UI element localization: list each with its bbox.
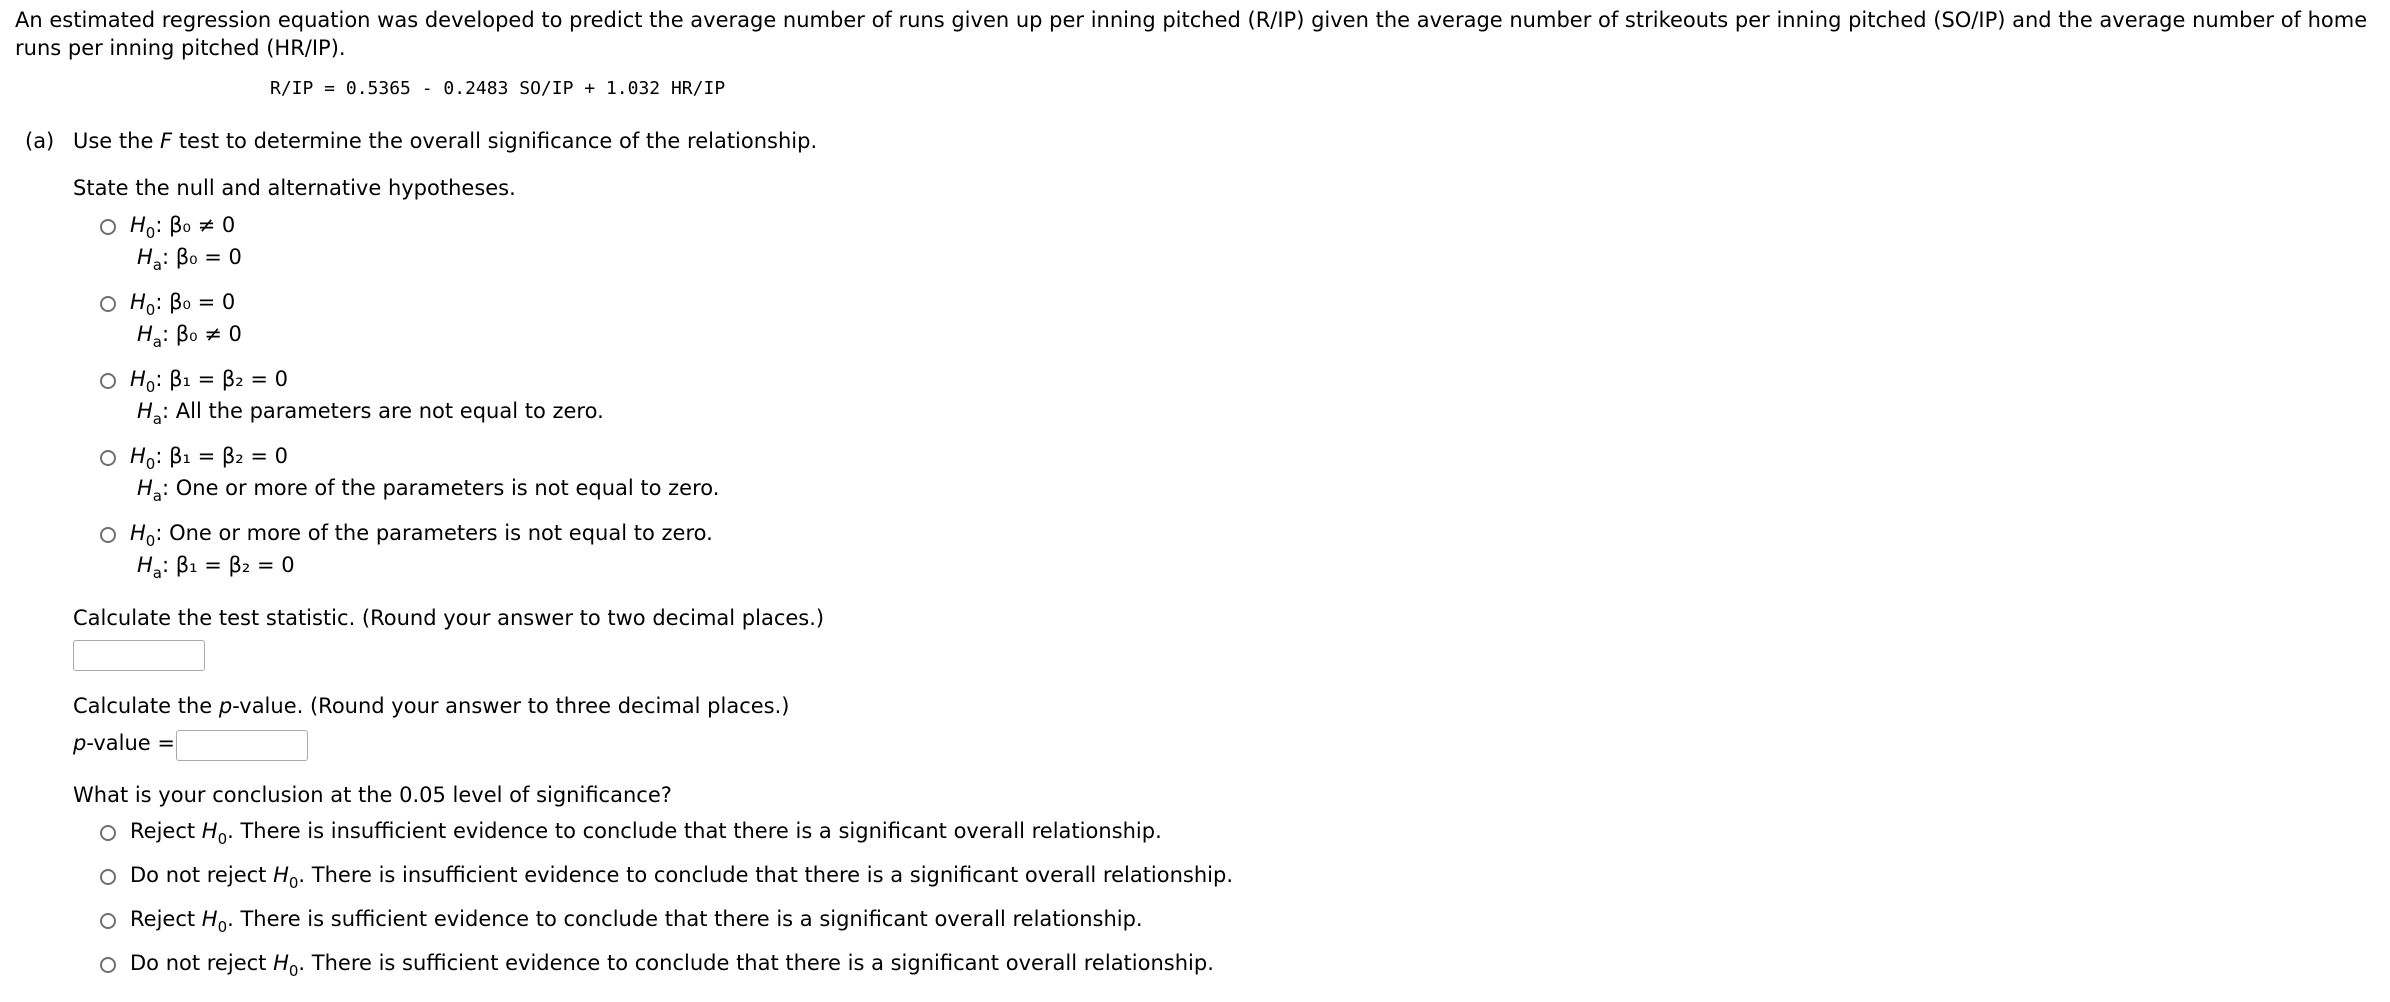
test-stat-prompt: Calculate the test statistic. (Round your answer to two decimal places.): [73, 606, 825, 630]
hypothesis-radio-1[interactable]: [100, 219, 116, 235]
conclusion-prompt: What is your conclusion at the 0.05 level of significance?: [73, 783, 672, 807]
part-a-text-2: test to determine the overall significance of the relationship.: [172, 129, 818, 153]
option-3-h0: $H_0$: β₁ = β₂ = 0: [130, 367, 288, 396]
intro-paragraph: An estimated regression equation was developed to predict the average number of runs given up per inning pitched (R/IP) given the average number of strikeouts per inning pitched (SO/IP) and the average number of home runs per inning pitched (HR/IP).: [15, 8, 2368, 60]
hypotheses-prompt: State the null and alternative hypotheses.: [73, 176, 516, 200]
regression-equation: R/IP = 0.5365 - 0.2483 SO/IP + 1.032 HR/IP: [270, 78, 726, 99]
test-stat-input[interactable]: [73, 640, 205, 671]
conclusion-radio-4[interactable]: [100, 957, 116, 973]
conclusion-radio-3[interactable]: [100, 913, 116, 929]
option-4-ha: $H_a$: One or more of the parameters is not equal to zero.: [137, 476, 720, 505]
conclusion-text-2: Do not reject $H_0$. There is insufficient evidence to conclude that there is a significant overall relationship.: [130, 863, 1234, 892]
part-a-f: F: [160, 129, 173, 153]
pvalue-prompt: Calculate the p-value. (Round your answer to three decimal places.): [73, 694, 790, 718]
pvalue-label: p-value =: [73, 731, 175, 755]
conclusion-radio-2[interactable]: [100, 869, 116, 885]
option-2-ha: $H_a$: β₀ ≠ 0: [137, 322, 242, 351]
option-5-h0: $H_0$: One or more of the parameters is not equal to zero.: [130, 521, 713, 550]
hypothesis-radio-5[interactable]: [100, 527, 116, 543]
hypothesis-radio-2[interactable]: [100, 296, 116, 312]
part-a-label: (a): [25, 129, 55, 153]
pvalue-input[interactable]: [176, 730, 308, 761]
hypothesis-radio-3[interactable]: [100, 373, 116, 389]
conclusion-radio-1[interactable]: [100, 825, 116, 841]
option-2-h0: $H_0$: β₀ = 0: [130, 290, 236, 319]
part-a-instruction: [73, 129, 817, 153]
conclusion-text-1: Reject $H_0$. There is insufficient evidence to conclude that there is a significant overall relationship.: [130, 819, 1162, 848]
hypothesis-radio-4[interactable]: [100, 450, 116, 466]
option-1-ha: $H_a$: β₀ = 0: [137, 245, 242, 274]
option-1-h0: $H_0$: β₀ ≠ 0: [130, 213, 236, 242]
part-a-text-1: Use the: [73, 129, 161, 153]
option-5-ha: $H_a$: β₁ = β₂ = 0: [137, 553, 295, 582]
option-4-h0: $H_0$: β₁ = β₂ = 0: [130, 444, 288, 473]
option-3-ha: $H_a$: All the parameters are not equal to zero.: [137, 399, 604, 428]
conclusion-text-4: Do not reject $H_0$. There is sufficient evidence to conclude that there is a significant overall relationship.: [130, 951, 1214, 980]
conclusion-text-3: Reject $H_0$. There is sufficient evidence to conclude that there is a significant overall relationship.: [130, 907, 1143, 936]
